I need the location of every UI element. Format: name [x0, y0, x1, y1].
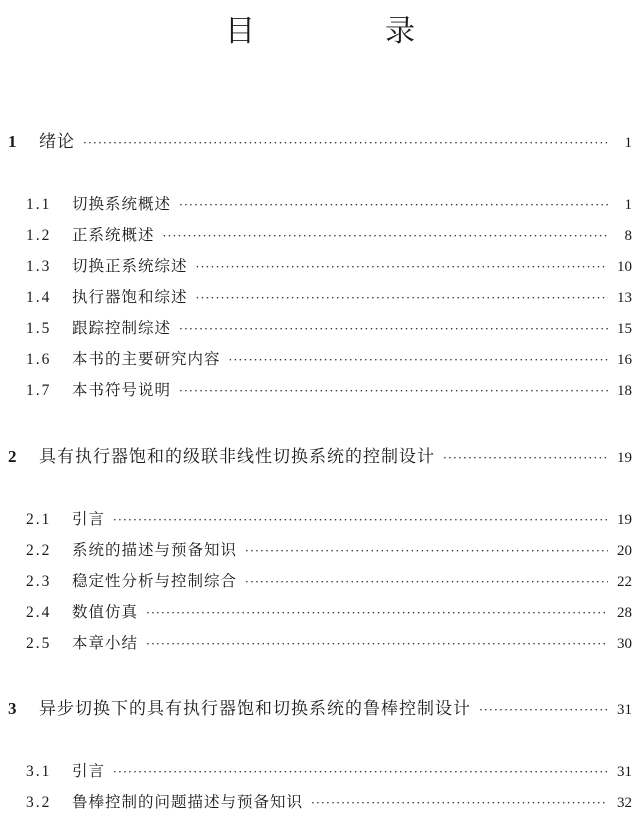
page-number: 32	[617, 795, 632, 811]
toc-section-1-7[interactable]	[0, 378, 632, 400]
toc-section-1-2[interactable]	[0, 223, 632, 245]
section-title: 执行器饱和综述	[72, 288, 188, 306]
dot-leader	[443, 451, 608, 465]
section-number: 1.2	[26, 227, 52, 244]
dot-leader	[196, 260, 608, 274]
chapter-title: 异步切换下的具有执行器饱和切换系统的鲁棒控制设计	[39, 699, 471, 719]
chapter-title: 绪论	[39, 132, 75, 152]
section-number: 2.2	[26, 542, 52, 559]
dot-leader	[245, 575, 608, 589]
toc-section-1-4[interactable]	[0, 285, 632, 307]
chapter-title: 具有执行器饱和的级联非线性切换系统的控制设计	[39, 447, 435, 467]
page-number: 31	[617, 764, 632, 780]
section-title: 本书的主要研究内容	[72, 350, 221, 368]
page-number: 18	[617, 383, 632, 399]
page-number: 22	[617, 574, 632, 590]
page-number: 1	[624, 197, 632, 213]
section-title: 正系统概述	[72, 226, 155, 244]
dot-leader	[146, 637, 608, 651]
section-title: 引言	[72, 762, 106, 780]
chapter-number: 3	[8, 699, 17, 718]
dot-leader	[311, 796, 608, 810]
dot-leader	[245, 544, 608, 558]
toc-section-2-3[interactable]	[0, 569, 632, 591]
section-number: 1.7	[26, 382, 52, 399]
chapter-number: 1	[8, 132, 17, 151]
page-number: 15	[617, 321, 632, 337]
section-title: 切换系统概述	[72, 195, 172, 213]
section-number: 1.5	[26, 320, 52, 337]
toc-chapter-1[interactable]	[0, 127, 632, 152]
section-number: 3.1	[26, 763, 52, 780]
section-title: 数值仿真	[72, 603, 139, 621]
toc-section-2-5[interactable]	[0, 631, 632, 653]
page-number: 30	[617, 636, 632, 652]
toc-section-1-3[interactable]	[0, 254, 632, 276]
dot-leader	[146, 606, 608, 620]
toc-section-2-1[interactable]	[0, 507, 632, 529]
toc-section-1-6[interactable]	[0, 347, 632, 369]
toc-section-2-2[interactable]	[0, 538, 632, 560]
page-number: 19	[617, 450, 632, 466]
toc-section-2-4[interactable]	[0, 600, 632, 622]
page-number: 20	[617, 543, 632, 559]
dot-leader	[163, 229, 608, 243]
dot-leader	[179, 198, 608, 212]
section-number: 1.6	[26, 351, 52, 368]
page-number: 28	[617, 605, 632, 621]
dot-leader	[179, 322, 608, 336]
toc-section-1-5[interactable]	[0, 316, 632, 338]
section-title: 稳定性分析与控制综合	[72, 572, 238, 590]
section-number: 2.1	[26, 511, 52, 528]
section-number: 1.1	[26, 196, 52, 213]
section-number: 2.3	[26, 573, 52, 590]
section-title: 跟踪控制综述	[72, 319, 172, 337]
page-number: 8	[624, 228, 632, 244]
section-number: 2.5	[26, 635, 52, 652]
toc-section-3-1[interactable]	[0, 759, 632, 781]
section-title: 本章小结	[72, 634, 139, 652]
chapter-number: 2	[8, 447, 17, 466]
dot-leader	[229, 353, 608, 367]
toc-chapter-3[interactable]	[0, 694, 632, 719]
page-number: 13	[617, 290, 632, 306]
page-number: 31	[617, 702, 632, 718]
dot-leader	[179, 384, 608, 398]
page-number: 16	[617, 352, 632, 368]
section-title: 系统的描述与预备知识	[72, 541, 238, 559]
section-number: 2.4	[26, 604, 52, 621]
dot-leader	[83, 136, 608, 150]
dot-leader	[479, 703, 608, 717]
page-number: 1	[624, 135, 632, 151]
section-number: 1.4	[26, 289, 52, 306]
section-number: 3.2	[26, 794, 52, 811]
page-title: 目 录	[225, 14, 465, 49]
section-title: 鲁棒控制的问题描述与预备知识	[72, 793, 304, 811]
section-number: 1.3	[26, 258, 52, 275]
dot-leader	[113, 765, 608, 779]
section-title: 本书符号说明	[72, 381, 172, 399]
section-title: 引言	[72, 510, 106, 528]
toc-chapter-2[interactable]	[0, 442, 632, 467]
toc-section-3-2[interactable]	[0, 790, 632, 812]
section-title: 切换正系统综述	[72, 257, 188, 275]
page-number: 10	[617, 259, 632, 275]
dot-leader	[113, 513, 608, 527]
page-number: 19	[617, 512, 632, 528]
toc-section-1-1[interactable]	[0, 192, 632, 214]
dot-leader	[196, 291, 608, 305]
